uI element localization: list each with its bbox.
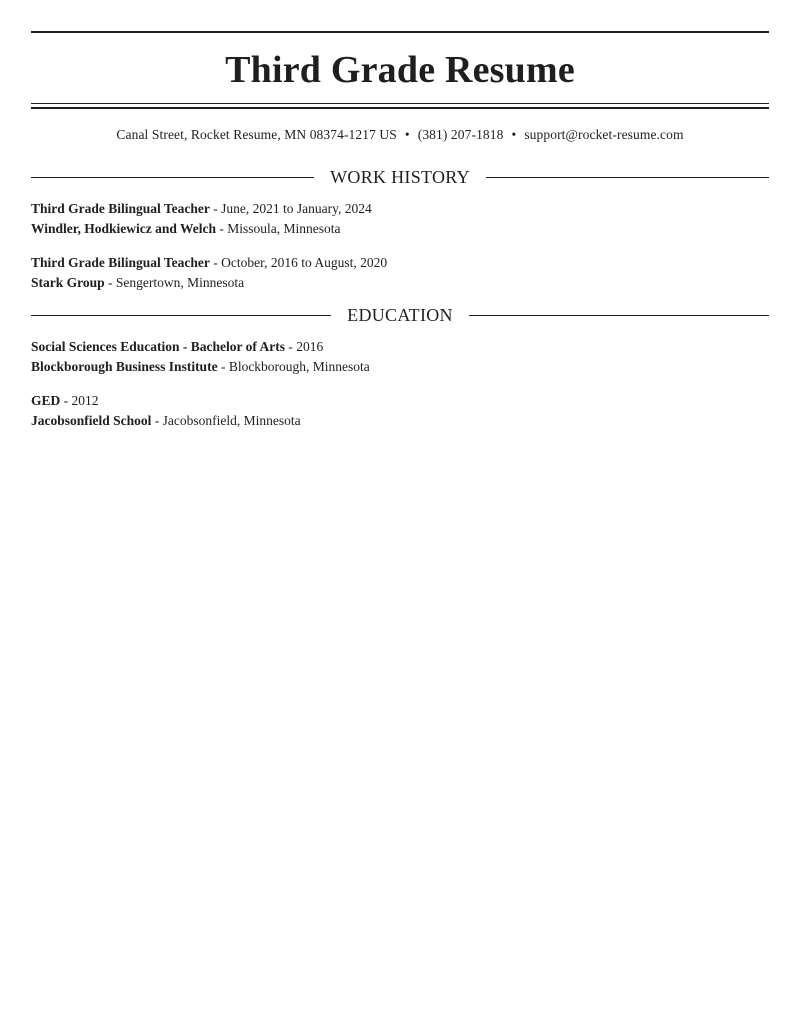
work-entry-line-1 [31,253,769,273]
school: Blockborough Business Institute [31,359,218,374]
job-location: Missoula, Minnesota [227,221,341,236]
contact-line [31,125,769,145]
school-location: Jacobsonfield, Minnesota [162,413,301,428]
contact-separator: • [511,127,517,142]
heading-rule-right [469,315,769,316]
dash: - [216,221,228,236]
job-dates: June, 2021 to January, 2024 [221,201,372,216]
education-entry-line-1 [31,391,769,411]
education-entry-line-2 [31,357,769,377]
job-title: Third Grade Bilingual Teacher [31,201,210,216]
dash: - [209,201,222,216]
dash: - [151,413,163,428]
dash: - [285,339,297,354]
employer: Windler, Hodkiewicz and Welch [31,221,217,236]
school-location: Blockborough, Minnesota [228,359,370,374]
title-double-rule [31,103,769,109]
education-entry [31,391,769,431]
contact-separator: • [404,127,410,142]
resume-title: Third Grade Resume [225,49,575,91]
degree: GED [31,393,61,408]
section-title: WORK HISTORY [330,167,470,187]
dash: - [60,393,72,408]
heading-rule-left [31,177,314,178]
work-entry-line-2 [31,273,769,293]
job-dates: October, 2016 to August, 2020 [221,255,388,270]
heading-rule-left [31,315,331,316]
job-location: Sengertown, Minnesota [115,275,245,290]
employer: Stark Group [31,275,105,290]
contact-phone: (381) 207-1818 [417,127,504,142]
work-entry [31,253,769,293]
section-title: EDUCATION [347,305,453,325]
resume-page [31,31,769,431]
work-entry-line-2 [31,219,769,239]
graduation-year: 2016 [296,339,324,354]
dash: - [209,255,222,270]
work-entry [31,199,769,239]
graduation-year: 2012 [71,393,99,408]
work-history-heading [31,165,769,189]
top-rule [31,31,769,33]
job-title: Third Grade Bilingual Teacher [31,255,210,270]
dash: - [217,359,229,374]
education-heading [31,303,769,327]
education-entry-line-2 [31,411,769,431]
contact-email: support@rocket-resume.com [524,127,684,142]
heading-rule-right [486,177,769,178]
contact-address: Canal Street, Rocket Resume, MN 08374-1217 US [116,127,397,142]
education-entry-line-1 [31,337,769,357]
education-entry [31,337,769,377]
school: Jacobsonfield School [31,413,152,428]
degree: Social Sciences Education - Bachelor of Arts [31,339,285,354]
dash: - [104,275,116,290]
work-entry-line-1 [31,199,769,219]
